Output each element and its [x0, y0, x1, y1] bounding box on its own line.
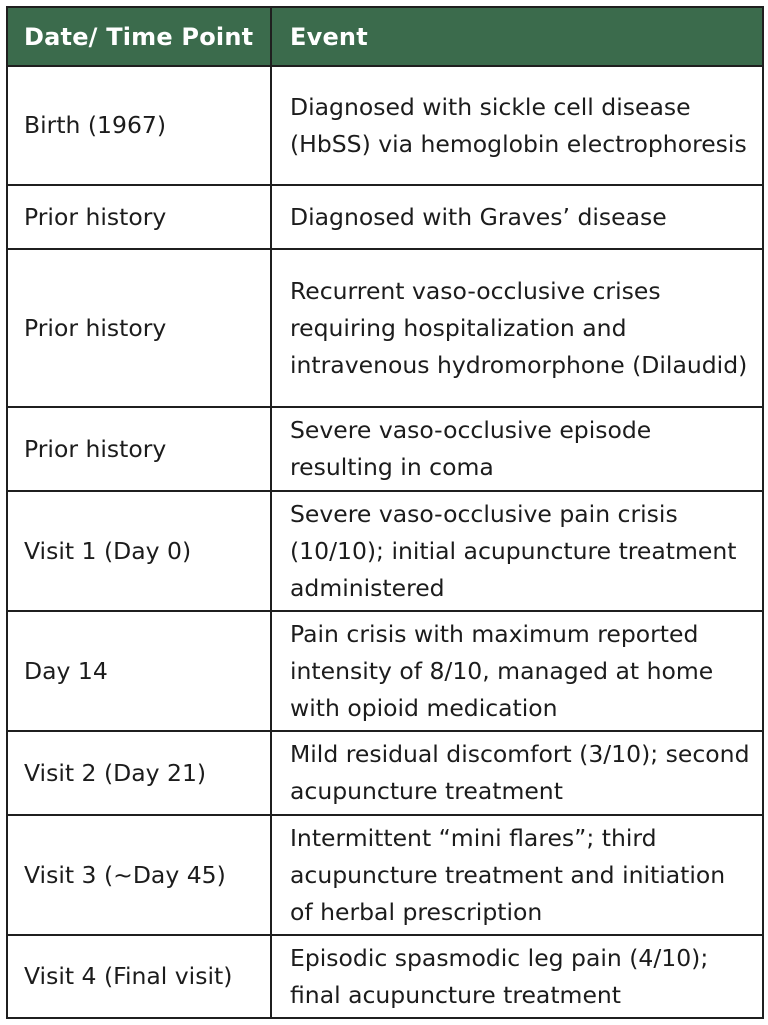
- event-cell: Diagnosed with sickle cell disease (HbSS) via hemoglobin electrophoresis: [271, 66, 763, 185]
- event-cell: Mild residual discomfort (3/10); second acupuncture treatment: [271, 731, 763, 815]
- event-cell: Diagnosed with Graves’ disease: [271, 185, 763, 249]
- table-row: [7, 249, 763, 407]
- table-row: [7, 815, 763, 935]
- time-point-cell: Visit 4 (Final visit): [7, 935, 271, 1018]
- table-row: [7, 611, 763, 731]
- time-point-cell: Visit 3 (~Day 45): [7, 815, 271, 935]
- time-point-cell: Visit 2 (Day 21): [7, 731, 271, 815]
- timeline-table-container: [6, 6, 762, 1020]
- table-row: [7, 935, 763, 1018]
- event-cell: Episodic spasmodic leg pain (4/10); final acupuncture treatment: [271, 935, 763, 1018]
- table-header-row: [7, 7, 763, 66]
- time-point-cell: Prior history: [7, 185, 271, 249]
- timeline-table: [6, 6, 764, 1019]
- time-point-cell: Prior history: [7, 407, 271, 491]
- table-row: [7, 185, 763, 249]
- table-row: [7, 731, 763, 815]
- table-row: [7, 407, 763, 491]
- header-event: Event: [271, 7, 763, 66]
- event-cell: Severe vaso-occlusive episode resulting in coma: [271, 407, 763, 491]
- time-point-cell: Day 14: [7, 611, 271, 731]
- time-point-cell: Visit 1 (Day 0): [7, 491, 271, 611]
- event-cell: Pain crisis with maximum reported intensity of 8/10, managed at home with opioid medication: [271, 611, 763, 731]
- time-point-cell: Prior history: [7, 249, 271, 407]
- table-row: [7, 491, 763, 611]
- event-cell: Intermittent “mini flares”; third acupuncture treatment and initiation of herbal prescription: [271, 815, 763, 935]
- table-row: [7, 66, 763, 185]
- event-cell: Severe vaso-occlusive pain crisis (10/10); initial acupuncture treatment administered: [271, 491, 763, 611]
- header-time-point: Date/ Time Point: [7, 7, 271, 66]
- event-cell: Recurrent vaso-occlusive crises requiring hospitalization and intravenous hydromorphone (Dilaudid): [271, 249, 763, 407]
- time-point-cell: Birth (1967): [7, 66, 271, 185]
